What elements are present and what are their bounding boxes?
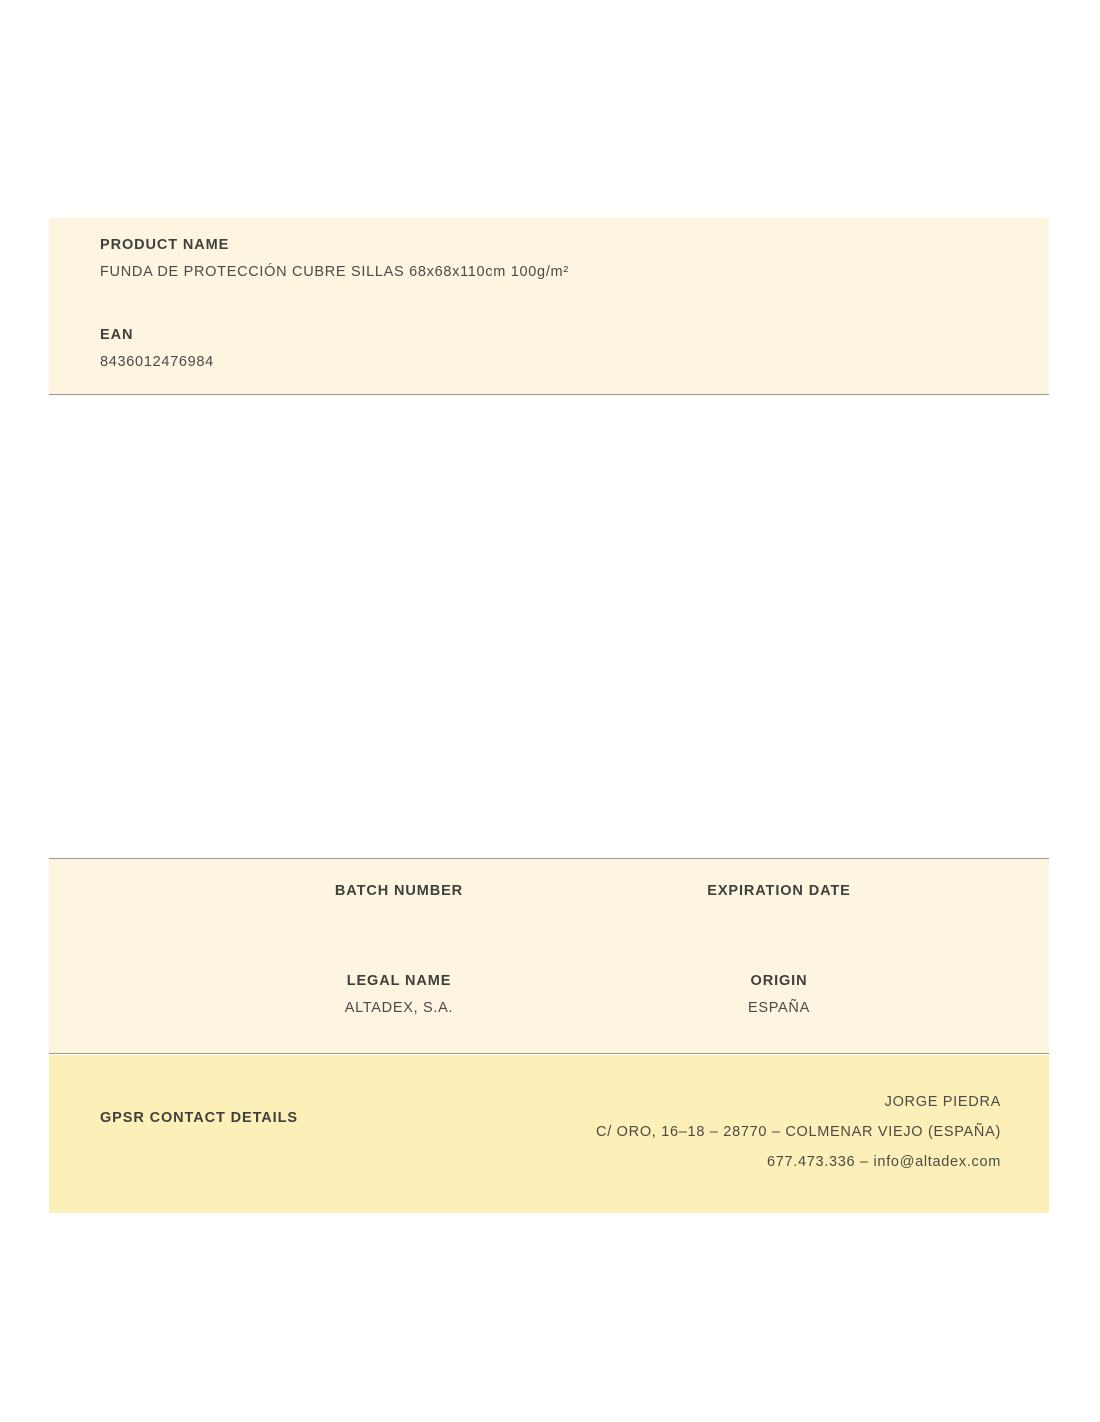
batch-number-label: BATCH NUMBER (334, 883, 464, 899)
expiration-date-label: EXPIRATION DATE (707, 883, 851, 899)
gpsr-contact-phone-email: 677.473.336 – info@altadex.com (766, 1154, 1001, 1170)
gpsr-contact-block (49, 1055, 1049, 1213)
legal-name-value: ALTADEX, S.A. (344, 1000, 454, 1016)
legal-name-label: LEGAL NAME (346, 973, 452, 989)
ean-value: 8436012476984 (100, 354, 214, 370)
gpsr-contact-title: GPSR CONTACT DETAILS (100, 1109, 298, 1126)
gpsr-contact-name: JORGE PIEDRA (884, 1094, 1001, 1110)
legal-name-field (199, 973, 599, 1016)
batch-number-field (199, 883, 599, 910)
gpsr-contact-lines (596, 1094, 1001, 1170)
product-name-field (100, 237, 569, 280)
expiration-date-field (599, 883, 959, 910)
product-info-block (49, 218, 1049, 395)
gpsr-contact-address: C/ ORO, 16–18 – 28770 – COLMENAR VIEJO (ESPAÑA) (596, 1124, 1001, 1140)
ean-field (100, 327, 214, 370)
ean-label: EAN (100, 327, 134, 343)
origin-label: ORIGIN (750, 973, 808, 989)
product-name-value: FUNDA DE PROTECCIÓN CUBRE SILLAS 68x68x110cm 100g/m² (100, 264, 569, 280)
origin-field (599, 973, 959, 1016)
product-name-label: PRODUCT NAME (100, 237, 230, 253)
batch-legal-block (49, 858, 1049, 1054)
origin-value: ESPAÑA (748, 1000, 810, 1016)
